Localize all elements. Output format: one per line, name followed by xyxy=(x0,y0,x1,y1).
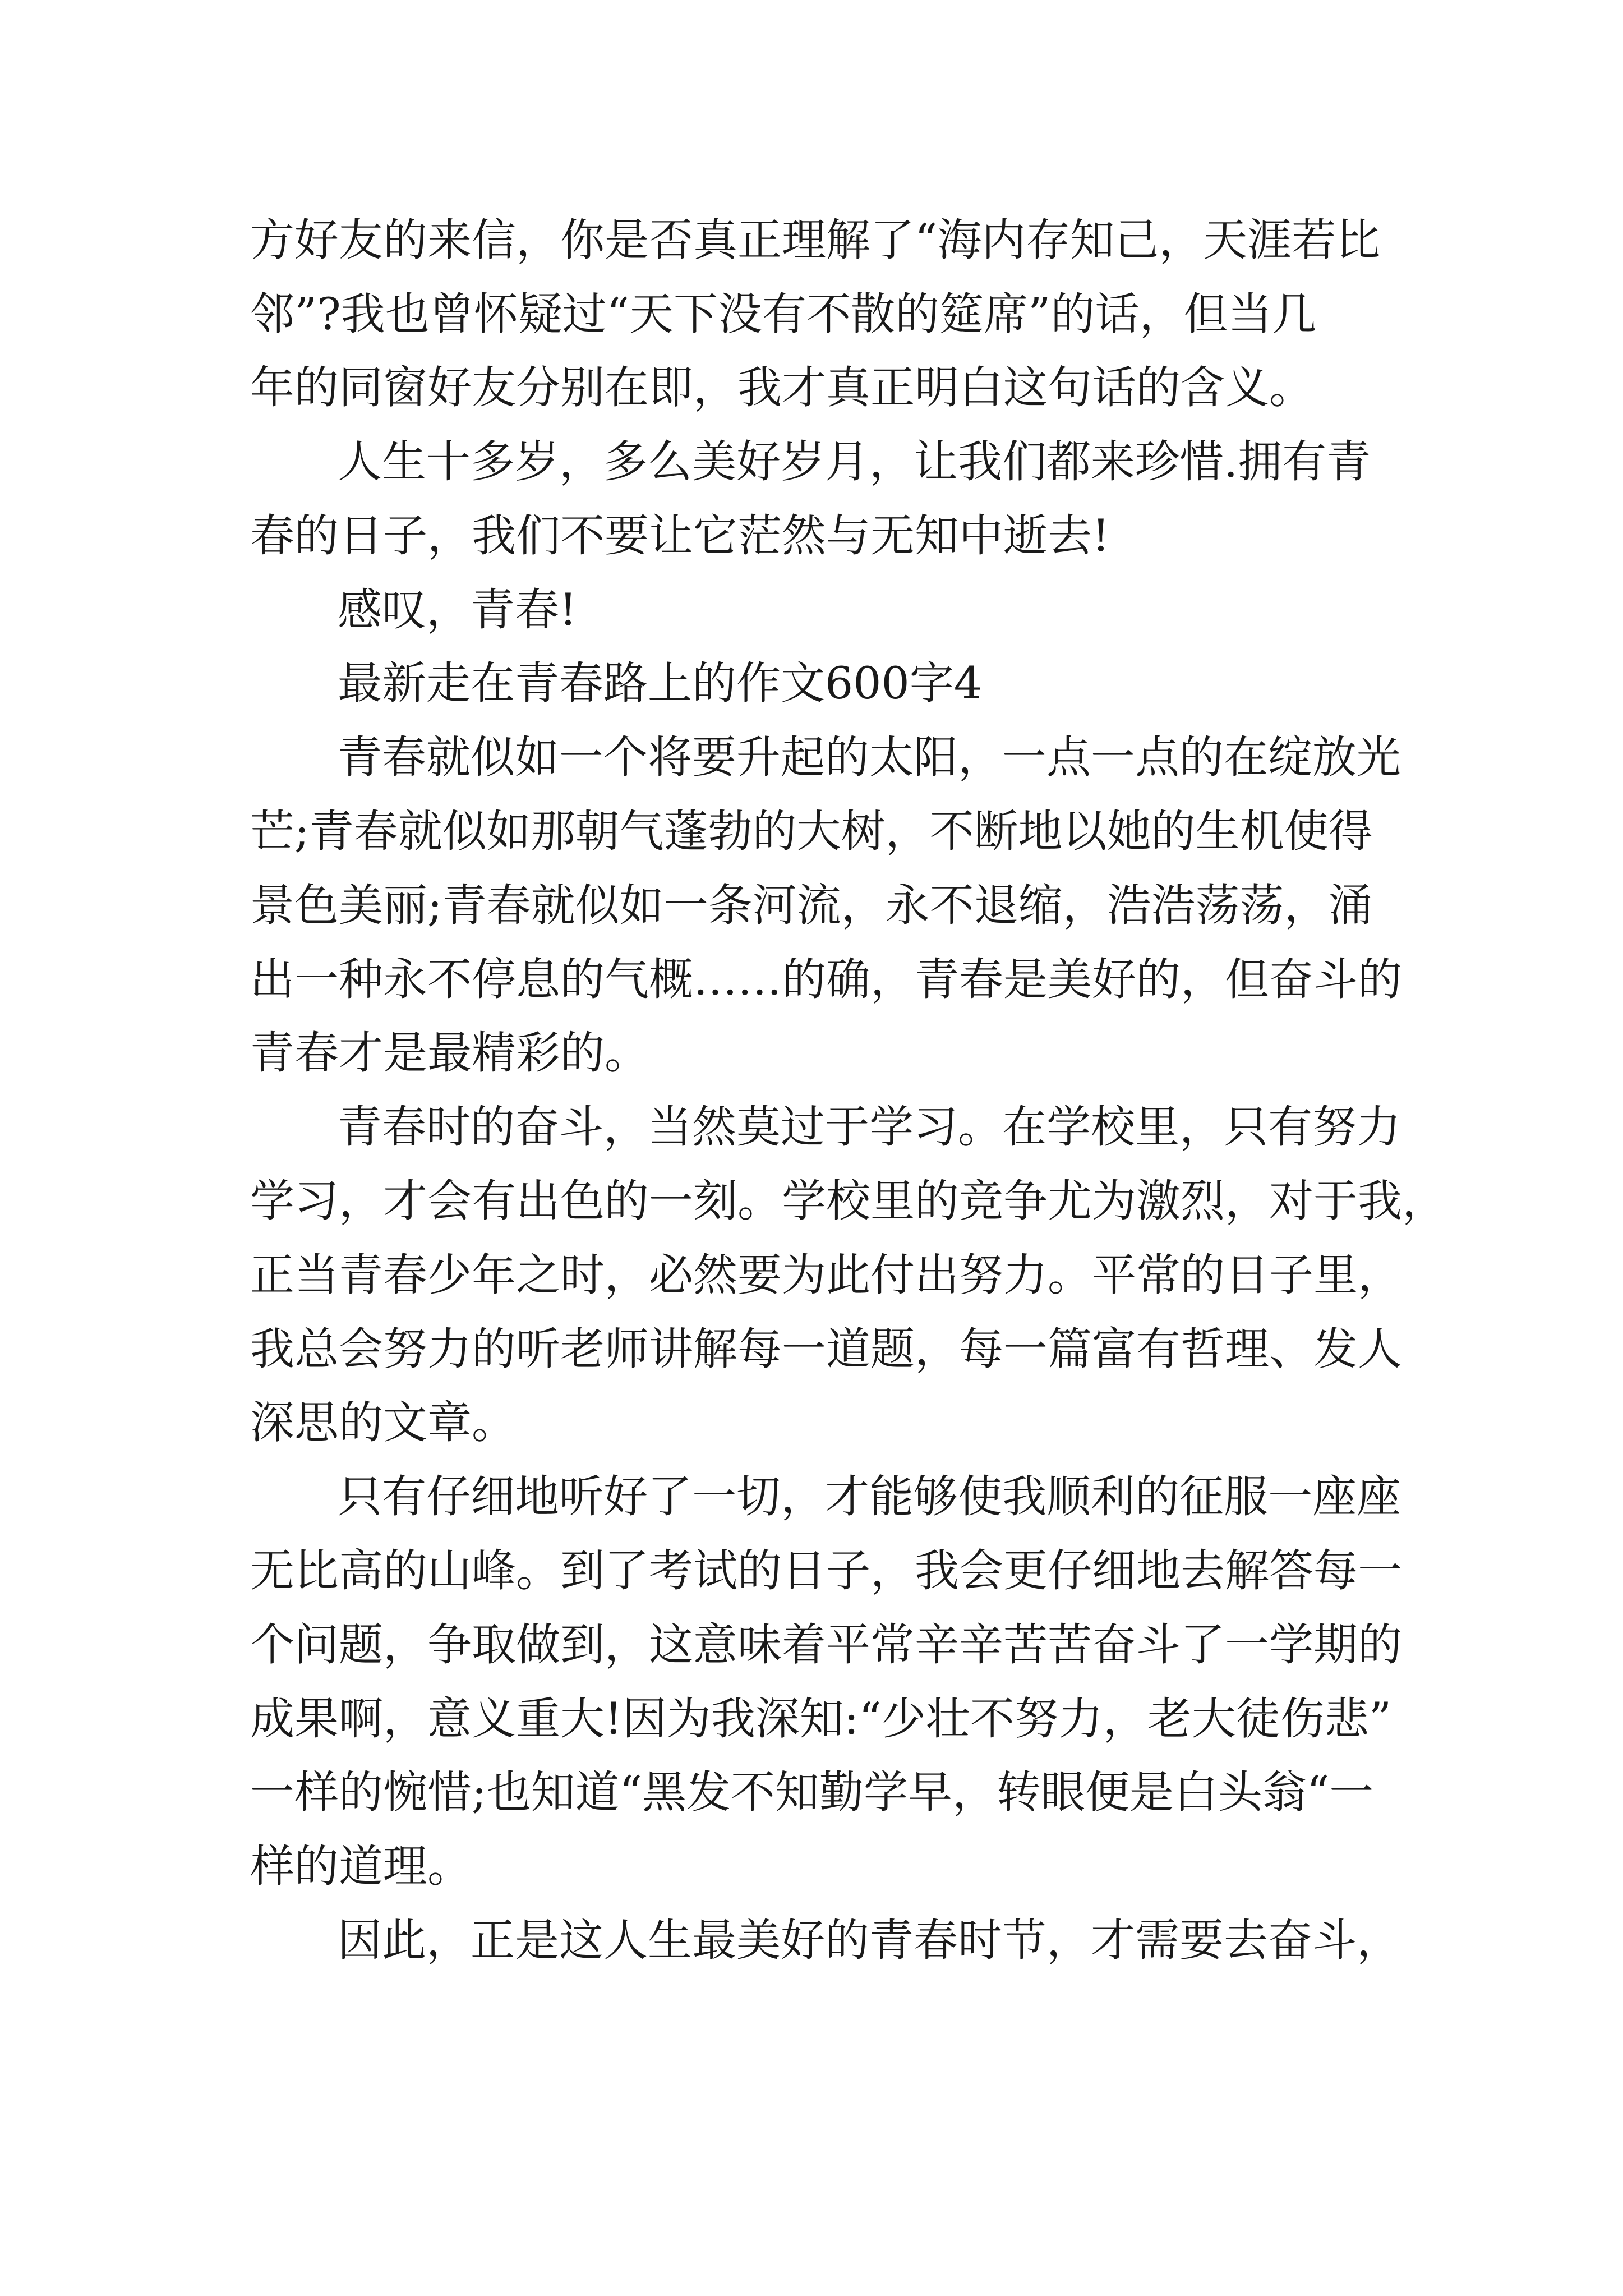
text-line-21: 成果啊，意义重大!因为我深知:“少壮不努力，老大徒伤悲” xyxy=(250,1693,1392,1745)
text-line-23: 样的道理。 xyxy=(250,1841,472,1892)
section-heading: 最新走在青春路上的作文600字4 xyxy=(338,657,983,709)
text-line-20: 个问题，争取做到，这意味着平常辛辛苦苦奋斗了一学期的 xyxy=(250,1619,1402,1671)
text-line-11: 出一种永不停息的气概……的确，青春是美好的，但奋斗的 xyxy=(250,954,1402,1005)
text-line-16: 我总会努力的听老师讲解每一道题，每一篇富有哲理、发人 xyxy=(250,1323,1402,1375)
text-line-19: 无比高的山峰。到了考试的日子，我会更仔细地去解答每一 xyxy=(250,1545,1402,1596)
text-line-5: 春的日子，我们不要让它茫然与无知中逝去! xyxy=(250,510,1110,562)
text-line-6: 感叹，青春! xyxy=(338,584,577,636)
text-line-22: 一样的惋惜;也知道“黑发不知勤学早，转眼便是白头翁“一 xyxy=(250,1766,1374,1818)
text-line-15: 正当青春少年之时，必然要为此付出努力。平常的日子里， xyxy=(250,1249,1402,1301)
text-line-8: 青春就似如一个将要升起的太阳，一点一点的在绽放光 xyxy=(338,731,1401,783)
text-line-24: 因此，正是这人生最美好的青春时节，才需要去奋斗， xyxy=(338,1915,1401,1966)
text-line-10: 景色美丽;青春就似如一条河流，永不退缩，浩浩荡荡，涌 xyxy=(250,880,1373,931)
text-line-13: 青春时的奋斗，当然莫过于学习。在学校里，只有努力 xyxy=(338,1101,1401,1153)
text-line-14: 学习，才会有出色的一刻。学校里的竞争尤为激烈，对于我， xyxy=(250,1175,1446,1227)
text-line-17: 深思的文章。 xyxy=(250,1397,516,1448)
text-line-9: 芒;青春就似如那朝气蓬勃的大树，不断地以她的生机使得 xyxy=(250,806,1373,857)
text-line-18: 只有仔细地听好了一切，才能够使我顺利的征服一座座 xyxy=(338,1471,1401,1522)
text-line-2: 邻”?我也曾怀疑过“天下没有不散的筵席”的话，但当几 xyxy=(250,288,1317,340)
text-line-1: 方好友的来信，你是否真正理解了“海内存知己，天涯若比 xyxy=(250,214,1381,266)
text-line-4: 人生十多岁，多么美好岁月，让我们都来珍惜.拥有青 xyxy=(338,436,1371,487)
text-line-12: 青春才是最精彩的。 xyxy=(250,1027,649,1079)
text-line-3: 年的同窗好友分别在即，我才真正明白这句话的含义。 xyxy=(250,362,1313,413)
